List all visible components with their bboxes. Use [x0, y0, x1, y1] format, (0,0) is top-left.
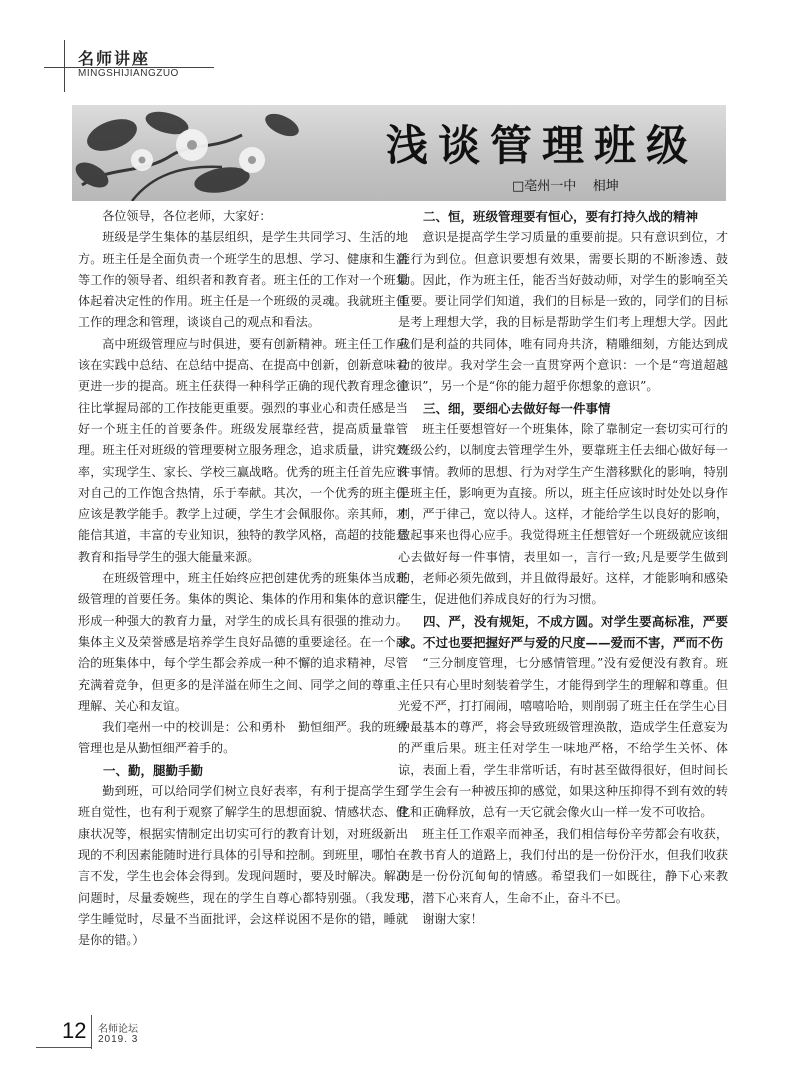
section-heading: 三、细，要细心去做好每一件事情	[423, 400, 611, 416]
header-vertical-rule	[64, 40, 65, 92]
article-byline: □亳州一中 相坤	[512, 179, 619, 194]
section-heading: 二、恒，班级管理要有恒心，要有打持久战的精神	[423, 209, 699, 224]
right-column	[398, 206, 728, 930]
body-paragraph: 各位领导，各位老师，大家好：	[78, 209, 272, 223]
body-paragraph: 班主任要想管好一个班集体，除了靠制定一套切实可行的班级公约，以制度去管理学生外，要靠班主任去细心做好每一件事情。教师的思想、行为对学生产生潜移默化的影响，特别是班主任，影响更为直接。所以，班主任应该时时处处以身作则，严于律己，宽以待人。这样，才能给学生以良好的影响，做起事来也得心应手。我觉得班主任想管好一个班级就应该细心去做好每一件事情，表里如一，言行一致;凡是要学生做到的，老师必须先做到，并且做得最好。这样，才能影响和感染学生，促进他们养成良好的行为习惯。	[398, 421, 728, 607]
body-paragraph: 谢谢大家！	[422, 911, 483, 926]
section-title-en: MINGSHIJIANGZUO	[78, 68, 179, 79]
issue-number: 2019. 3	[98, 1034, 139, 1045]
body-paragraph: 在班级管理中，班主任始终应把创建优秀的班集体当成班级管理的首要任务。集体的舆论、集体的作用和集体的意识能形成一种强大的教育力量，对学生的成长具有很强的推动力。集体主义及荣誉感是培养学生良好品德的重要途径。在一个融洽的班集体中，每个学生都会养成一种不懈的追求精神，尽管充满着竞争，但更多的是洋溢在师生之间、同学之间的尊重、理解、关心和友谊。	[78, 571, 408, 713]
body-paragraph: 我们亳州一中的校训是：公和勇朴 勤恒细严。我的班级管理也是从勤恒细严着手的。	[78, 720, 408, 756]
left-column	[78, 206, 408, 951]
journal-name: 名师论坛	[98, 1024, 138, 1035]
article-banner	[72, 105, 726, 201]
article-title: 浅谈管理班级	[385, 121, 698, 170]
body-paragraph: 高中班级管理应与时俱进，要有创新精神。班主任工作应该在实践中总结、在总结中提高、在提高中创新，创新意味着更进一步的提高。班主任获得一种科学正确的现代教育理念往往比掌握局部的工作技能更重要。强烈的事业心和责任感是当好一个班主任的首要条件。班级发展靠经营，提高质量靠管理。班主任对班级的管理要树立服务理念，追求质量，讲究效率，实现学生、家长、学校三赢战略。优秀的班主任首先应该对自己的工作饱含热情，乐于奉献。其次，一个优秀的班主任应该是教学能手。教学上过硬，学生才会佩服你。亲其师，才能信其道，丰富的专业知识，独特的教学风格，高超的技能是教育和指导学生的强大能量来源。	[78, 336, 408, 564]
body-paragraph: 勤到班，可以给同学们树立良好表率，有利于提高学生到班自觉性，也有利于观察了解学生的思想面貌、情感状态、健康状况等，根据实情制定出切实可行的教育计划，对班级新出现的不利因素能随时进行具体的引导和控制。到班里，哪怕一言不发，学生也会体会得到。发现问题时，要及时解决。解决问题时，尽量委婉些，现在的学生自尊心都特别强。（我发现学生睡觉时，尽量不当面批评，会这样说困不是你的错，睡就是你的错。）	[78, 784, 408, 948]
section-heading: 四、严，没有规矩，不成方圆。对学生要高标准，严要求。不过也要把握好严与爱的尺度——爱而不害，严而不伤	[398, 613, 728, 650]
section-title-cn: 名师讲座	[78, 49, 151, 68]
footer-vertical-rule	[91, 1015, 92, 1049]
section-heading: 一、勤，腿勤手勤	[103, 762, 204, 778]
footer-horizontal-rule	[36, 1047, 92, 1048]
ink-flower-illustration	[72, 105, 432, 201]
body-paragraph: 意识是提高学生学习质量的重要前提。只有意识到位，才能行为到位。但意识要想有效果，需要长期的不断渗透、鼓励。因此，作为班主任，能否当好鼓动师，对学生的影响至关重要。要让同学们知道，我们的目标是一致的，同学们的目标是考上理想大学，我的目标是帮助学生们考上理想大学。因此我们是利益的共同体，唯有同舟共济，精雕细刻，方能达到成功的彼岸。我对学生会一直贯穿两个意识：一个是“弯道超越意识”，另一个是“你的能力超乎你想象的意识”。	[398, 230, 728, 394]
body-paragraph: 班主任工作艰辛而神圣，我们相信每份辛劳都会有收获，在教书育人的道路上，我们付出的是一份份汗水，但我们收获的是一份份沉甸甸的情感。希望我们一如既往，静下心来教书，潜下心来育人，生命不止，奋斗不已。	[398, 826, 728, 905]
page-number: 12	[62, 1018, 87, 1043]
body-paragraph: “三分制度管理，七分感情管理。”没有爱便没有教育。班主任只有心里时刻装着学生，才能得到学生的理解和尊重。但光爱不严，打打闹闹，嘻嘻哈哈，则削弱了班主任在学生心目中最基本的尊严，将会导致班级管理涣散，造成学生任意妄为的严重后果。班主任对学生一味地严格，不给学生关怀、体谅，表面上看，学生非常听话，有时甚至做得很好，但时间长了学生会有一种被压抑的感觉，如果这种压抑得不到有效的转化和正确释放，总有一天它就会像火山一样一发不可收拾。	[398, 656, 728, 820]
body-paragraph: 班级是学生集体的基层组织，是学生共同学习、生活的地方。班主任是全面负责一个班学生的思想、学习、健康和生活等工作的领导者、组织者和教育者。班主任的工作对一个班集体起着决定性的作用。班主任是一个班级的灵魂。我就班主任工作的理念和管理，谈谈自己的观点和看法。	[78, 230, 408, 330]
